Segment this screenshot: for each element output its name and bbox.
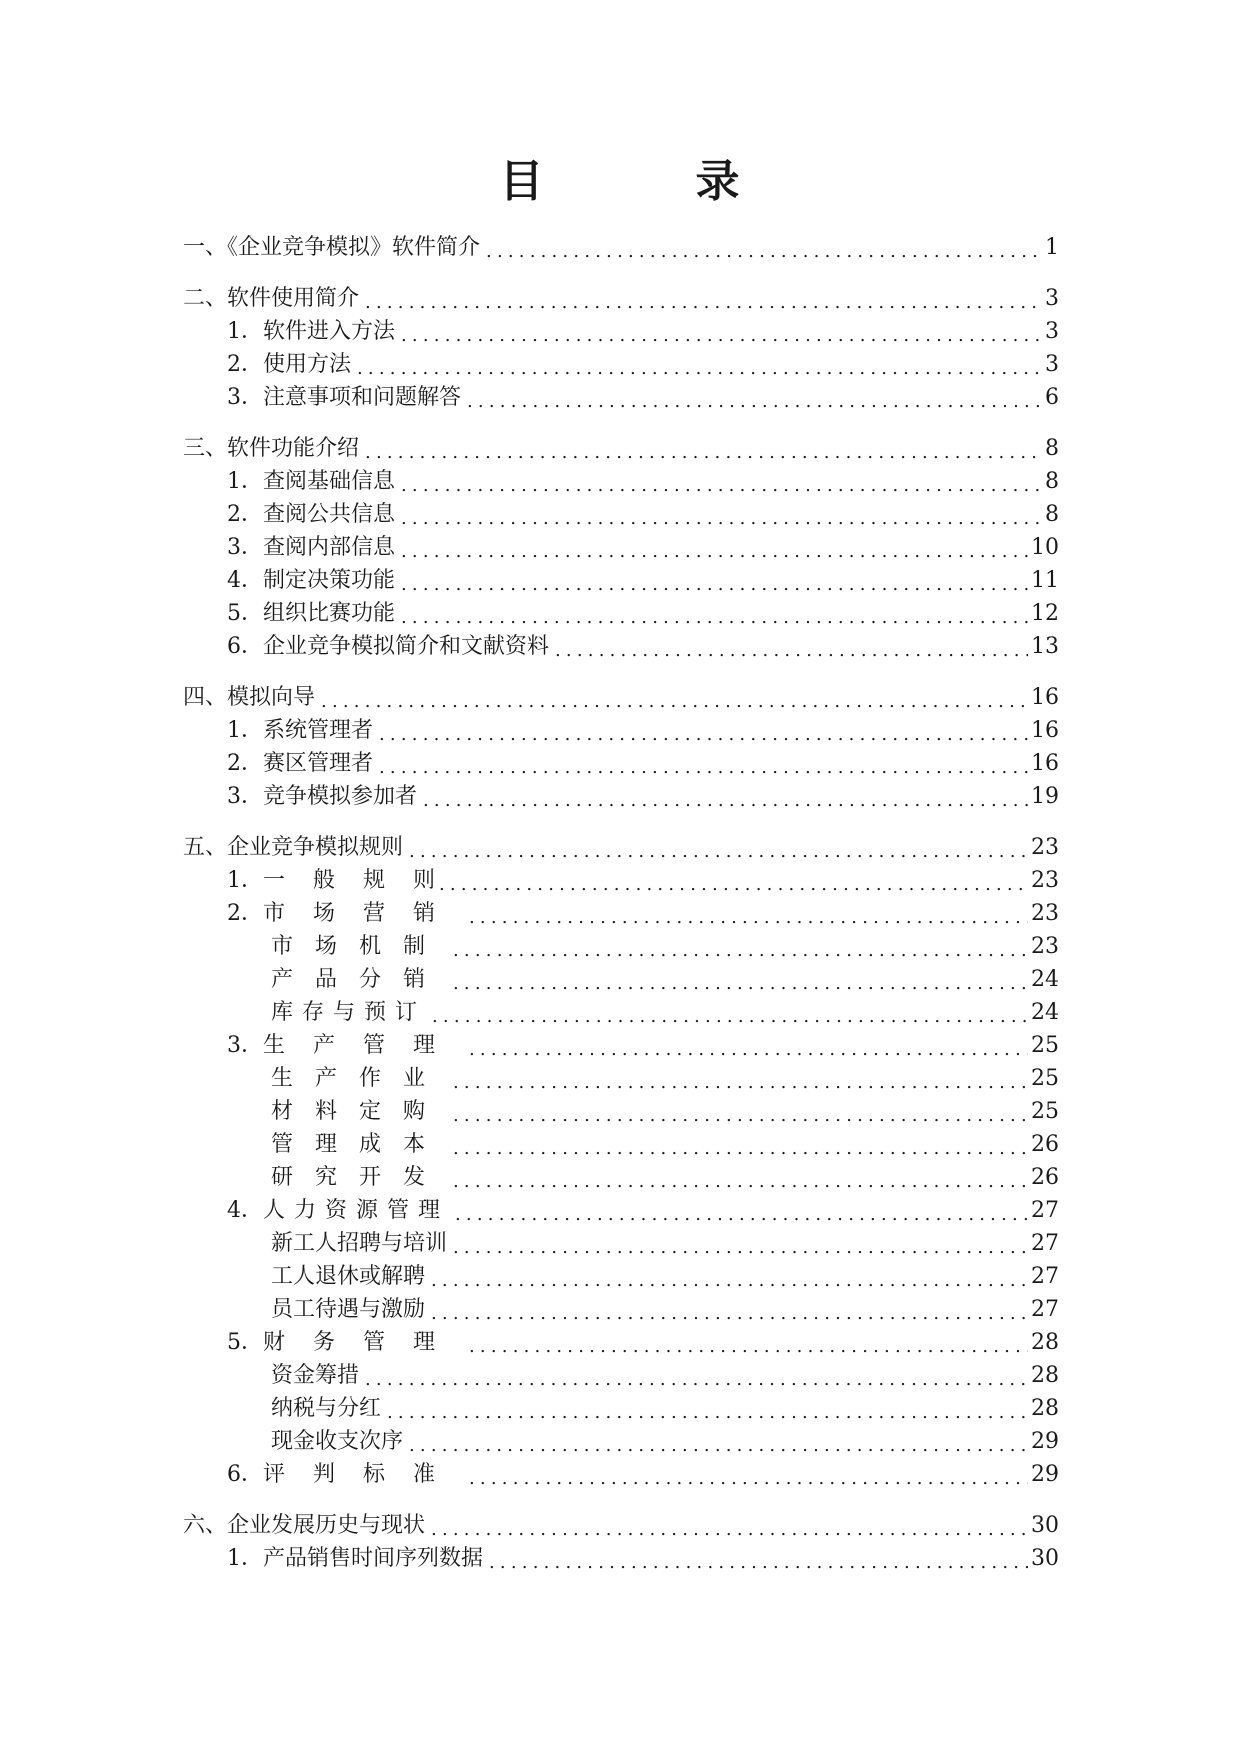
toc-number: 5． [227,601,263,626]
toc-text: 《企业竞争模拟》软件简介 [227,235,481,260]
toc-number: 1． [227,718,263,743]
toc-page: 27 [1031,1231,1059,1256]
toc-entry[interactable] [183,1193,1059,1226]
toc-page: 26 [1031,1165,1059,1190]
toc-page: 8 [1045,502,1059,527]
toc-page: 25 [1031,1099,1059,1124]
toc-page: 6 [1045,385,1059,410]
toc-text: 产品分销 [271,967,448,992]
toc-number: 4． [227,1198,263,1223]
toc-entry[interactable] [183,380,1059,413]
toc-entry[interactable] [183,1424,1059,1457]
leader-dots [439,866,1028,896]
leader-dots [453,1130,1028,1160]
toc-entry[interactable] [183,863,1059,896]
leader-dots [489,1544,1028,1574]
toc-number: 1． [227,469,263,494]
toc-page: 28 [1031,1396,1059,1421]
toc-page: 16 [1031,685,1059,710]
leader-dots [469,1328,1028,1358]
toc-text: 生产作业 [271,1066,448,1091]
leader-dots [379,716,1028,746]
toc-entry[interactable] [183,1226,1059,1259]
toc-text: 员工待遇与激励 [271,1297,426,1322]
toc-entry[interactable] [183,1358,1059,1391]
toc-number: 二、 [183,286,228,311]
toc-entry[interactable] [183,563,1059,596]
leader-dots [423,782,1028,812]
page-title [0,152,1241,212]
table-of-contents [183,230,1059,1574]
leader-dots [455,1196,1028,1226]
leader-dots [401,599,1028,629]
toc-text: 资金筹措 [271,1363,360,1388]
toc-entry[interactable] [183,1292,1059,1325]
toc-number: 四、 [183,685,228,710]
toc-number: 4． [227,568,263,593]
leader-dots [365,1361,1028,1391]
toc-entry[interactable] [183,530,1059,563]
toc-number: 3． [227,1033,263,1058]
leader-dots [431,1295,1028,1325]
leader-dots [453,1163,1028,1193]
toc-page: 8 [1045,436,1059,461]
toc-page: 24 [1031,967,1059,992]
toc-entry[interactable] [183,1094,1059,1127]
toc-text: 新工人招聘与培训 [271,1231,448,1256]
toc-entry[interactable] [183,746,1059,779]
toc-text: 生产管理 [263,1033,464,1058]
toc-entry[interactable] [183,830,1059,863]
toc-page: 23 [1031,901,1059,926]
toc-page: 27 [1031,1297,1059,1322]
toc-number: 3． [227,535,263,560]
toc-page: 29 [1031,1462,1059,1487]
leader-dots [321,683,1028,713]
leader-dots [453,932,1028,962]
toc-entry[interactable] [183,779,1059,812]
toc-page: 30 [1031,1546,1059,1571]
leader-dots [409,1427,1028,1457]
leader-dots [401,467,1042,497]
toc-page: 13 [1031,634,1059,659]
toc-number: 五、 [183,835,228,860]
toc-entry[interactable] [183,1541,1059,1574]
toc-page: 3 [1045,352,1059,377]
toc-entry[interactable] [183,1391,1059,1424]
toc-text: 组织比赛功能 [263,601,396,626]
toc-page: 19 [1031,784,1059,809]
toc-text: 产品销售时间序列数据 [263,1546,484,1571]
toc-text: 市场营销 [263,901,464,926]
toc-entry[interactable] [183,1457,1059,1490]
leader-dots [357,350,1042,380]
toc-entry[interactable] [183,596,1059,629]
leader-dots [467,383,1042,413]
toc-entry[interactable] [183,464,1059,497]
toc-page: 23 [1031,934,1059,959]
leader-dots [486,233,1042,263]
toc-number: 6． [227,1462,263,1487]
toc-page: 23 [1031,835,1059,860]
toc-text: 现金收支次序 [271,1429,404,1454]
toc-entry[interactable] [183,314,1059,347]
toc-number: 3． [227,784,263,809]
toc-number: 2． [227,352,263,377]
leader-dots [555,632,1028,662]
toc-text: 软件使用简介 [227,286,360,311]
leader-dots [401,566,1028,596]
toc-text: 系统管理者 [263,718,374,743]
toc-text: 市场机制 [271,934,448,959]
title-char-2: 录 [695,156,742,207]
toc-page: 25 [1031,1033,1059,1058]
toc-text: 评判标准 [263,1462,464,1487]
leader-dots [469,1460,1028,1490]
toc-page: 28 [1031,1363,1059,1388]
toc-page: 26 [1031,1132,1059,1157]
toc-text: 软件功能介绍 [227,436,360,461]
leader-dots [401,317,1042,347]
toc-page: 16 [1031,718,1059,743]
toc-text: 研究开发 [271,1165,448,1190]
toc-number: 三、 [183,436,228,461]
toc-entry[interactable] [183,713,1059,746]
leader-dots [431,1511,1028,1541]
toc-page: 25 [1031,1066,1059,1091]
toc-text: 企业竞争模拟规则 [227,835,404,860]
leader-dots [453,1097,1028,1127]
toc-text: 库存与预订 [271,1000,427,1025]
leader-dots [431,1262,1028,1292]
toc-text: 使用方法 [263,352,352,377]
toc-text: 制定决策功能 [263,568,396,593]
toc-text: 赛区管理者 [263,751,374,776]
leader-dots [379,749,1028,779]
toc-number: 5． [227,1330,263,1355]
toc-text: 材料定购 [271,1099,448,1124]
toc-text: 查阅内部信息 [263,535,396,560]
toc-page: 11 [1031,568,1059,593]
leader-dots [401,533,1028,563]
toc-entry[interactable] [183,1259,1059,1292]
toc-text: 一般规则 [263,868,464,893]
leader-dots [432,998,1028,1028]
toc-number: 2． [227,751,263,776]
leader-dots [387,1394,1028,1424]
toc-number: 一、 [183,235,228,260]
toc-number: 六、 [183,1513,228,1538]
toc-page: 24 [1031,1000,1059,1025]
leader-dots [365,284,1042,314]
toc-text: 竞争模拟参加者 [263,784,418,809]
leader-dots [453,965,1028,995]
toc-number: 2． [227,502,263,527]
toc-entry[interactable] [183,1325,1059,1358]
toc-page: 23 [1031,868,1059,893]
toc-entry[interactable] [183,1508,1059,1541]
leader-dots [453,1064,1028,1094]
toc-number: 1． [227,868,263,893]
toc-entry[interactable] [183,431,1059,464]
toc-text: 注意事项和问题解答 [263,385,462,410]
toc-text: 软件进入方法 [263,319,396,344]
leader-dots [409,833,1028,863]
toc-entry[interactable] [183,1160,1059,1193]
toc-entry[interactable] [183,230,1059,263]
toc-page: 10 [1031,535,1059,560]
toc-entry[interactable] [183,995,1059,1028]
toc-text: 查阅基础信息 [263,469,396,494]
toc-text: 企业竞争模拟简介和文献资料 [263,634,550,659]
toc-page: 27 [1031,1264,1059,1289]
toc-page: 29 [1031,1429,1059,1454]
toc-page: 3 [1045,319,1059,344]
toc-number: 3． [227,385,263,410]
toc-text: 查阅公共信息 [263,502,396,527]
toc-number: 1． [227,319,263,344]
toc-page: 3 [1045,286,1059,311]
toc-text: 财务管理 [263,1330,464,1355]
toc-page: 8 [1045,469,1059,494]
toc-entry[interactable] [183,347,1059,380]
toc-entry[interactable] [183,962,1059,995]
toc-entry[interactable] [183,1061,1059,1094]
toc-text: 管理成本 [271,1132,448,1157]
toc-page: 12 [1031,601,1059,626]
toc-text: 模拟向导 [227,685,316,710]
toc-number: 2． [227,901,263,926]
toc-page: 28 [1031,1330,1059,1355]
leader-dots [453,1229,1028,1259]
toc-page: 27 [1031,1198,1059,1223]
toc-entry[interactable] [183,1028,1059,1061]
toc-entry[interactable] [183,680,1059,713]
toc-entry[interactable] [183,929,1059,962]
toc-page: 1 [1045,235,1059,260]
toc-text: 人力资源管理 [263,1198,450,1223]
leader-dots [365,434,1042,464]
toc-entry[interactable] [183,896,1059,929]
toc-entry[interactable] [183,281,1059,314]
toc-text: 工人退休或解聘 [271,1264,426,1289]
leader-dots [469,1031,1028,1061]
toc-entry[interactable] [183,497,1059,530]
title-char-1: 目 [499,156,546,207]
toc-text: 纳税与分红 [271,1396,382,1421]
toc-number: 6． [227,634,263,659]
leader-dots [469,899,1028,929]
toc-page: 16 [1031,751,1059,776]
toc-text: 企业发展历史与现状 [227,1513,426,1538]
toc-number: 1． [227,1546,263,1571]
toc-entry[interactable] [183,1127,1059,1160]
leader-dots [401,500,1042,530]
toc-entry[interactable] [183,629,1059,662]
toc-page: 30 [1031,1513,1059,1538]
